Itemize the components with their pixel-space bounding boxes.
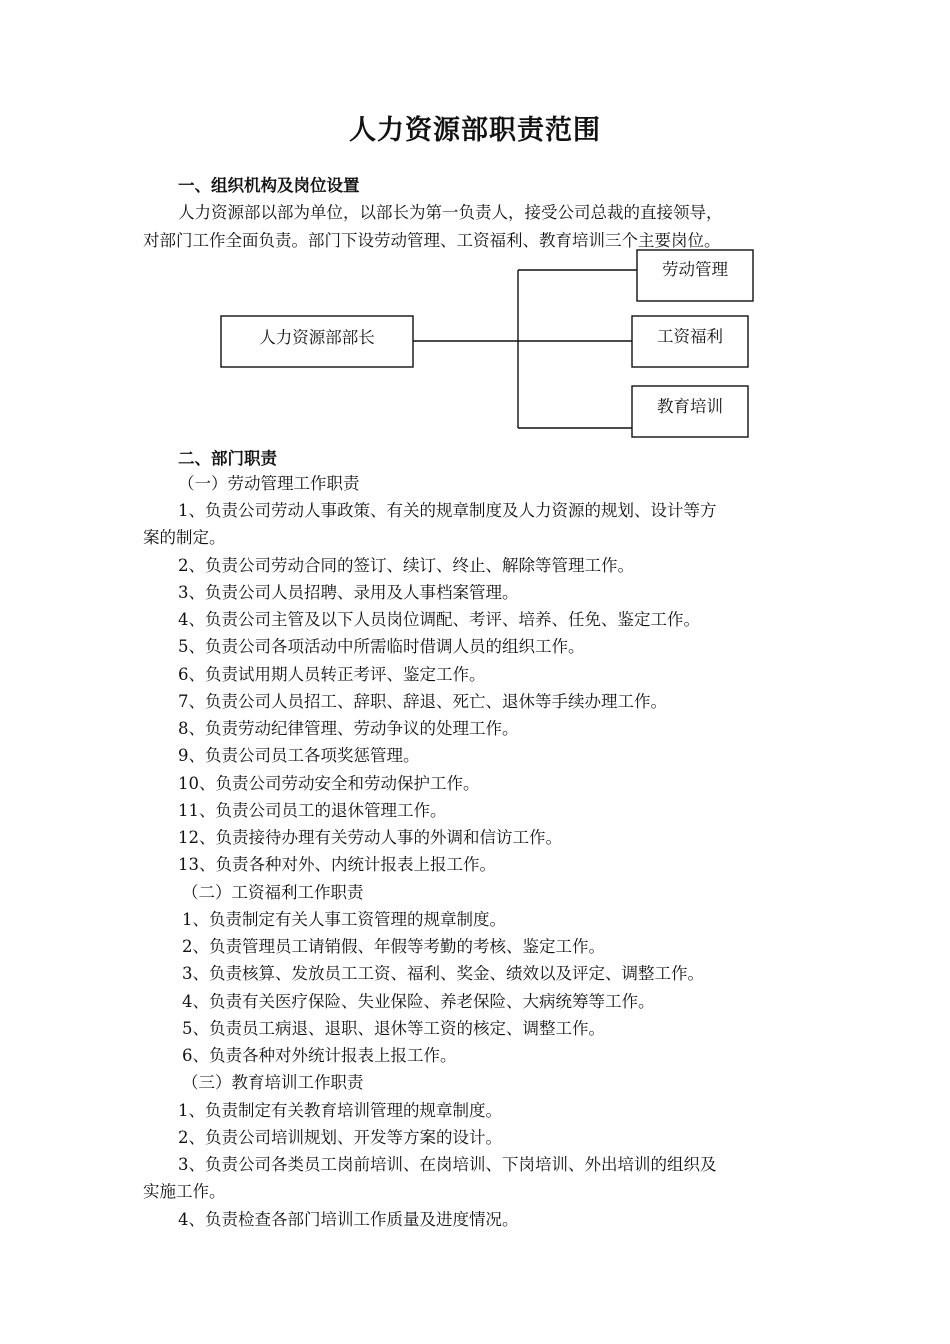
org-chart-position: 教育培训 [657, 397, 723, 416]
labor-item: 5、负责公司各项活动中所需临时借调人员的组织工作。 [178, 637, 585, 656]
training-item: 4、负责检查各部门培训工作质量及进度情况。 [178, 1210, 519, 1229]
salary-item: 2、负责管理员工请销假、年假等考勤的考核、鉴定工作。 [182, 937, 605, 956]
page-title: 人力资源部职责范围 [349, 115, 601, 146]
labor-item: 9、负责公司员工各项奖惩管理。 [178, 746, 420, 765]
labor-item: 案的制定。 [143, 528, 226, 547]
section1-paragraph-line1: 人力资源部以部为单位，以部长为第一负责人，接受公司总裁的直接领导， [178, 203, 723, 222]
labor-item: 4、负责公司主管及以下人员岗位调配、考评、培养、任免、鉴定工作。 [178, 610, 700, 629]
salary-item: 6、负责各种对外统计报表上报工作。 [182, 1046, 457, 1065]
org-chart-position: 工资福利 [657, 327, 723, 346]
training-title: （三）教育培训工作职责 [182, 1073, 364, 1092]
section1-heading: 一、组织机构及岗位设置 [178, 176, 360, 195]
labor-item: 1、负责公司劳动人事政策、有关的规章制度及人力资源的规划、设计等方 [178, 501, 717, 520]
section2-heading: 二、部门职责 [178, 449, 277, 468]
salary-item: 1、负责制定有关人事工资管理的规章制度。 [182, 910, 506, 929]
labor-item: 10、负责公司劳动安全和劳动保护工作。 [178, 774, 480, 793]
labor-item: 11、负责公司员工的退休管理工作。 [178, 801, 447, 820]
org-chart-head: 人力资源部部长 [259, 328, 375, 347]
org-chart [0, 0, 950, 450]
labor-item: 13、负责各种对外、内统计报表上报工作。 [178, 855, 496, 874]
labor-item: 6、负责试用期人员转正考评、鉴定工作。 [178, 665, 486, 684]
labor-item: 7、负责公司人员招工、辞职、辞退、死亡、退休等手续办理工作。 [178, 692, 667, 711]
salary-item: 4、负责有关医疗保险、失业保险、养老保险、大病统筹等工作。 [182, 992, 655, 1011]
org-chart-position: 劳动管理 [662, 260, 728, 279]
labor-item: 8、负责劳动纪律管理、劳动争议的处理工作。 [178, 719, 519, 738]
salary-item: 5、负责员工病退、退职、退休等工资的核定、调整工作。 [182, 1019, 605, 1038]
training-item: 实施工作。 [143, 1182, 226, 1201]
training-item: 1、负责制定有关教育培训管理的规章制度。 [178, 1101, 502, 1120]
salary-title: （二）工资福利工作职责 [182, 883, 364, 902]
labor-item: 2、负责公司劳动合同的签订、续订、终止、解除等管理工作。 [178, 556, 634, 575]
labor-item: 3、负责公司人员招聘、录用及人事档案管理。 [178, 583, 519, 602]
training-item: 2、负责公司培训规划、开发等方案的设计。 [178, 1128, 502, 1147]
section1-paragraph-line2: 对部门工作全面负责。部门下设劳动管理、工资福利、教育培训三个主要岗位。 [143, 231, 721, 250]
labor-title: （一）劳动管理工作职责 [178, 474, 360, 493]
labor-item: 12、负责接待办理有关劳动人事的外调和信访工作。 [178, 828, 562, 847]
salary-item: 3、负责核算、发放员工工资、福利、奖金、绩效以及评定、调整工作。 [182, 964, 704, 983]
training-item: 3、负责公司各类员工岗前培训、在岗培训、下岗培训、外出培训的组织及 [178, 1155, 717, 1174]
